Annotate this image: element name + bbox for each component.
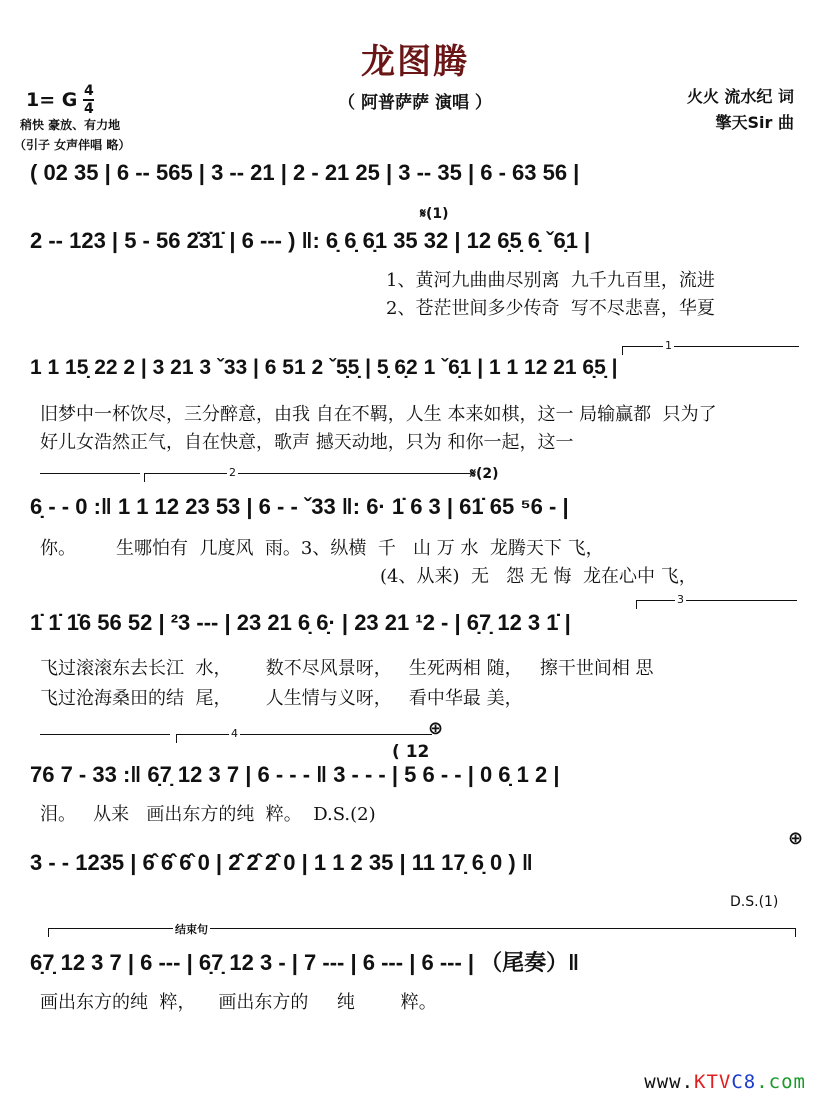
score-row-8 xyxy=(30,946,810,977)
score-row-2 xyxy=(30,228,810,254)
lyric-verse-3: 飞过滚滚东去长江 水， 数不尽风景呀， 生死两相 随， 擦干世间相 思 xyxy=(40,658,654,679)
score-row-5 xyxy=(30,610,810,636)
intro-note: （引子 女声伴唱 略） xyxy=(14,138,131,152)
ending-phrase-bracket: 结束句 xyxy=(48,928,796,937)
lyric-verse-3: 你。 生哪怕有 几度风 雨。3、纵横 千 山 万 水 龙腾天下 飞， xyxy=(40,538,604,559)
tempo-marking: 稍快 豪放、有力地 xyxy=(20,118,121,132)
score-row-4 xyxy=(30,494,810,520)
score-row-6 xyxy=(30,762,810,788)
composer-credit: 擎天Sir 曲 xyxy=(715,113,794,132)
notation-line: ( 02 35 | 6 -- 565 | 3 -- 21 | 2 - 21 25 | 3 -- 35 | 6 - 63 56 | xyxy=(30,160,580,185)
notation-line: 6̣ - - 0 :‖ 1 1 12 23 53 | 6 - - ˇ33 ‖: 6· 1̇ 6 3 | 61̇ 65 ⁵6 - | xyxy=(30,494,569,519)
coda-icon: ⊕ xyxy=(788,828,804,849)
volta-bracket-3: 3 xyxy=(636,600,797,609)
volta-bracket-1: 1 xyxy=(622,346,799,355)
time-signature: $\frac{4}{4}$ xyxy=(83,83,94,117)
lyricist-credit: 火火 流水纪 词 xyxy=(686,87,794,106)
lyric-verse-2: 好儿女浩然正气，自在快意，歌声 撼天动地，只为 和你一起，这一 xyxy=(40,432,574,453)
lyric-verse-1: 1、黄河九曲曲尽别离 九千九百里，流进 xyxy=(386,270,715,291)
volta-bracket-2: 2 xyxy=(144,473,470,482)
key-signature xyxy=(26,84,94,116)
site-watermark: www.KTVC8.com xyxy=(644,1071,806,1093)
key-label: 1= G xyxy=(26,88,78,111)
lyric-verse-4: (4、从来) 无 怨 无 悔 龙在心中 飞， xyxy=(380,566,697,587)
interlude-marker: ( 12 xyxy=(392,742,430,762)
score-row-1 xyxy=(30,160,810,186)
notation-line: 2 -- 123 | 5 - 56 2̇3̇1̇ | 6 --- ) ‖: 6̣ 6̣ 6̣1 35 32 | 12 6̣5̣ 6̣ ˇ6̣1 | xyxy=(30,228,591,253)
lyric-verse-4: 飞过沧海桑田的结 尾， 人生情与义呀， 看中华最 美， xyxy=(40,688,523,709)
lyric-line: 画出东方的纯 粹， 画出东方的 纯 粹。 xyxy=(40,992,437,1013)
coda-icon: ⊕ xyxy=(428,718,444,739)
song-title: 龙图腾 xyxy=(361,42,469,82)
volta-bracket-3-end xyxy=(40,734,170,743)
score-row-3 xyxy=(30,356,810,380)
notation-line: 76 7 - 33 :‖ 6̣7̣ 12 3 7 | 6 - - - ‖ 3 - - - | 5 6 - - | 0 6̣ 1 2 | xyxy=(30,762,560,787)
singer-credit: （ 阿普萨萨 演唱 ） xyxy=(338,93,492,113)
segno-marker-2: 𝄋(2) xyxy=(470,466,499,482)
volta-bracket-1-end xyxy=(40,473,140,482)
lyric-line: 泪。 从来 画出东方的纯 粹。 D.S.(2) xyxy=(40,804,376,825)
segno-marker-1: 𝄋(1) xyxy=(420,206,449,222)
da-segno-marker: D.S.(1) xyxy=(730,894,779,910)
notation-line: 6̣7̣ 12 3 7 | 6 --- | 6̣7̣ 12 3 - | 7 --- | 6 --- | 6 --- | （尾奏）‖ xyxy=(30,950,580,975)
notation-line: 1 1 15̣ 22 2 | 3 21 3 ˇ33 | 6 51 2 ˇ5̣5̣ | 5̣ 6̣2 1 ˇ6̣1 | 1 1 12 21 6̣5̣ | xyxy=(30,356,618,379)
notation-line: 3 - - 1235 | 6̂ 6̂ 6̂ 0 | 2̂ 2̂ 2̂ 0 | 1 1 2 35 | 11 17̣ 6̣ 0 ) ‖ xyxy=(30,850,533,875)
volta-bracket-4: 4 xyxy=(176,734,432,743)
lyric-verse-2: 2、苍茫世间多少传奇 写不尽悲喜，华夏 xyxy=(386,298,715,319)
notation-line: 1̇ 1̇ 1̇6 56 52 | ²3 --- | 23 21 6̣ 6̣· | 23 21 ¹2 - | 6̣7̣ 12 3 1̇ | xyxy=(30,610,571,635)
lyric-verse-1: 旧梦中一杯饮尽，三分醉意，由我 自在不羁，人生 本来如棋，这一 局输赢都 只为了 xyxy=(40,404,717,425)
score-row-7 xyxy=(30,850,810,876)
